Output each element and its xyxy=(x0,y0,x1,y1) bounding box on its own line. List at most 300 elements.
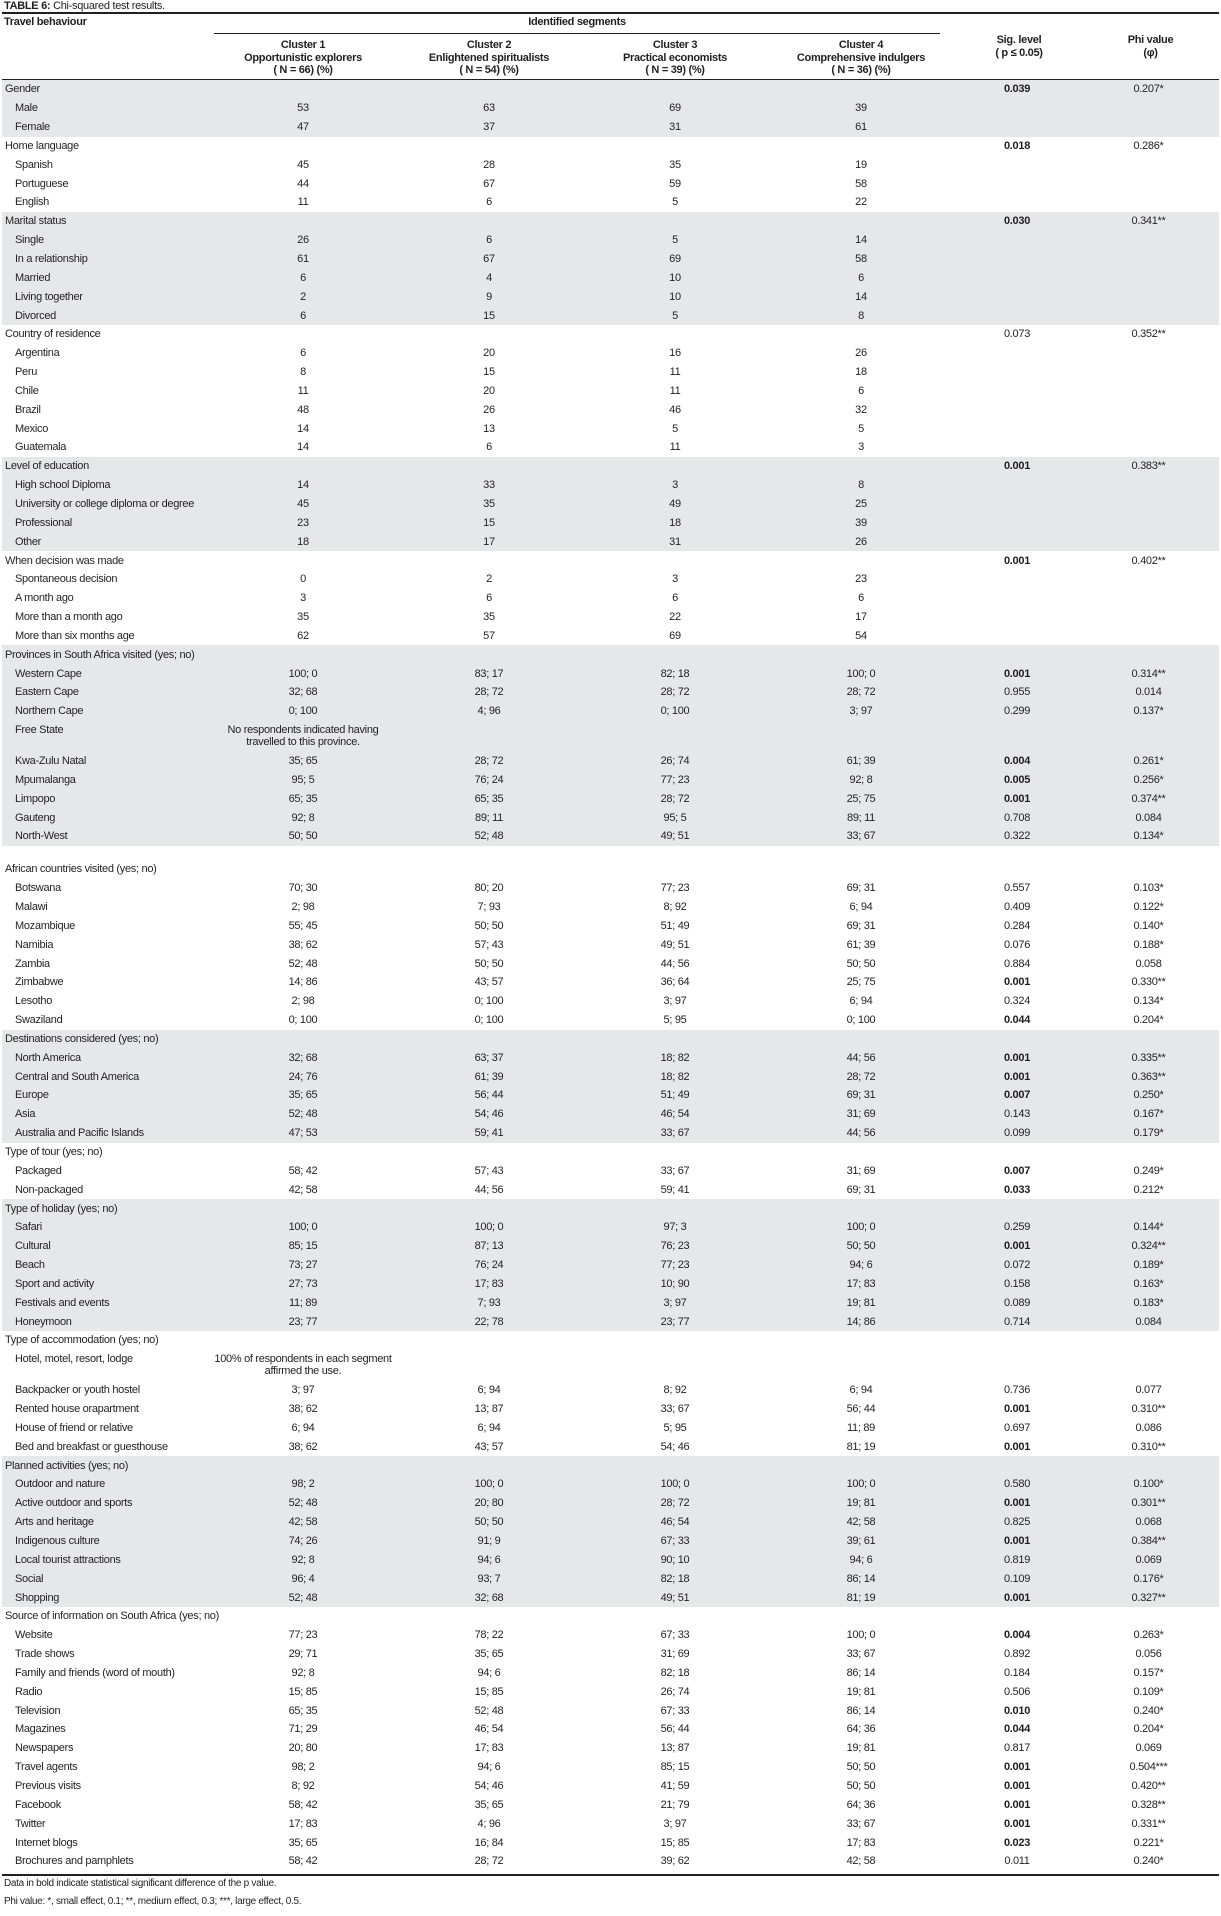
cluster-1-value: 71; 29 xyxy=(288,1723,318,1736)
sig-level: 0.001 xyxy=(1003,1779,1031,1792)
phi-value: 0.327** xyxy=(1131,1591,1166,1604)
group-header-row xyxy=(2,80,1219,99)
cluster-2-value: 28; 72 xyxy=(474,686,504,699)
cluster-3-value: 3; 97 xyxy=(663,1296,687,1309)
table-row xyxy=(2,771,1219,790)
phi-value: 0.250* xyxy=(1133,1089,1164,1102)
cluster-4-value: 0; 100 xyxy=(846,1014,876,1027)
cluster-2-value: 33 xyxy=(483,479,495,492)
cluster-3-value: 69 xyxy=(669,102,681,115)
table-row xyxy=(2,1400,1219,1419)
group-label: Home language xyxy=(5,139,79,152)
cluster-2-value: 76; 24 xyxy=(474,1259,504,1272)
cluster-4-value: 25; 75 xyxy=(846,976,876,989)
cluster-2-value: 15 xyxy=(483,309,495,322)
cluster-4-value: 50; 50 xyxy=(846,1240,876,1253)
table-row xyxy=(2,1645,1219,1664)
cluster-2-value: 94; 6 xyxy=(477,1666,501,1679)
cluster-4-value: 6; 94 xyxy=(849,1384,873,1397)
cluster-4-value: 22 xyxy=(855,196,867,209)
cluster-4-value: 8 xyxy=(858,479,864,492)
cluster-4-value: 26 xyxy=(855,535,867,548)
cluster-2-value: 61; 39 xyxy=(474,1070,504,1083)
phi-value: 0.122* xyxy=(1133,901,1164,914)
cluster-2-value: 100; 0 xyxy=(474,1221,504,1234)
cluster-2-value: 50; 50 xyxy=(474,1516,504,1529)
cluster-2-value: 6; 94 xyxy=(477,1384,501,1397)
cluster-1-value: 15; 85 xyxy=(288,1685,318,1698)
cluster-3-value: 31 xyxy=(669,121,681,134)
row-label: Northern Cape xyxy=(15,705,84,718)
sig-level: 0.409 xyxy=(1003,901,1031,914)
cluster-desc: Practical economists xyxy=(622,51,728,64)
cluster-2-value: 52; 48 xyxy=(474,1704,504,1717)
phi-value: 0.014 xyxy=(1135,686,1162,699)
cluster-3-value: 51; 49 xyxy=(660,1089,690,1102)
cluster-2-value: 6 xyxy=(486,592,492,605)
cluster-3-value: 31 xyxy=(669,535,681,548)
row-label: Arts and heritage xyxy=(15,1516,94,1529)
cluster-4-value: 69; 31 xyxy=(846,1183,876,1196)
cluster-3-value: 3 xyxy=(672,573,678,586)
cluster-1-value: 77; 23 xyxy=(288,1629,318,1642)
table-row xyxy=(2,1777,1219,1796)
cluster-3-value: 77; 23 xyxy=(660,773,690,786)
cluster-2-value: 9 xyxy=(486,290,492,303)
sig-level: 0.892 xyxy=(1003,1648,1031,1661)
table-row xyxy=(2,973,1219,992)
sig-level: 0.007 xyxy=(1003,1089,1031,1102)
phi-value: 0.103* xyxy=(1133,882,1164,895)
cluster-1-value: 53 xyxy=(297,102,309,115)
cluster-3-value: 36; 64 xyxy=(660,976,690,989)
cluster-1-value: 6 xyxy=(300,309,306,322)
cluster-1-value: 55; 45 xyxy=(288,919,318,932)
row-label: Honeymoon xyxy=(15,1315,72,1328)
cluster-1-value: 11; 89 xyxy=(289,1296,317,1309)
group-label: Gender xyxy=(5,83,40,96)
row-label: Shopping xyxy=(15,1591,60,1604)
cluster-3-value: 49; 51 xyxy=(660,1591,690,1604)
cluster-4-value: 69; 31 xyxy=(846,882,876,895)
cluster-1-value: 8; 92 xyxy=(291,1779,315,1792)
cluster-1-value: 58; 42 xyxy=(288,1798,318,1811)
row-label: Central and South America xyxy=(15,1070,139,1083)
phi-value: 0.374** xyxy=(1131,792,1166,805)
table-row xyxy=(2,1067,1219,1086)
group-header-row xyxy=(2,1030,1219,1049)
phi-value: 0.163* xyxy=(1133,1277,1164,1290)
row-label: Guatemala xyxy=(15,441,67,454)
cluster-3-value: 95; 5 xyxy=(663,811,687,824)
cluster-2-value: 35 xyxy=(483,497,495,510)
phi-label: Phi value xyxy=(1127,34,1174,46)
cluster-2-value: 54; 46 xyxy=(474,1108,504,1121)
sig-level: 0.736 xyxy=(1003,1384,1031,1397)
row-label: Peru xyxy=(15,366,38,379)
cluster-2-value: 17; 83 xyxy=(474,1277,504,1290)
table-row xyxy=(2,954,1219,973)
row-label: In a relationship xyxy=(15,253,88,266)
cluster-3-value: 11 xyxy=(669,366,681,379)
sig-level: 0.819 xyxy=(1003,1553,1031,1566)
cluster-2-value: 94; 6 xyxy=(477,1761,501,1774)
cluster-1-value: 35; 65 xyxy=(288,1836,318,1849)
phi-value: 0.240* xyxy=(1133,1704,1164,1717)
cluster-4-value: 92; 8 xyxy=(849,773,873,786)
sig-level: 0.001 xyxy=(1003,554,1031,567)
cluster-3-value: 35 xyxy=(669,158,681,171)
cluster-2-value: 44; 56 xyxy=(474,1183,504,1196)
cluster-2-value: 13 xyxy=(483,422,495,435)
sig-level: 0.708 xyxy=(1003,811,1031,824)
row-label: Travel agents xyxy=(15,1761,78,1774)
cluster-1-value: 2; 98 xyxy=(291,995,315,1008)
sig-level: 0.033 xyxy=(1003,1183,1031,1196)
row-note: No respondents indicated having travelled to this province. xyxy=(227,723,379,748)
table-row xyxy=(2,827,1219,846)
cluster-1-value: 50; 50 xyxy=(288,830,318,843)
cluster-2-value: 20 xyxy=(483,347,495,360)
table-row xyxy=(2,1513,1219,1532)
cluster-2-value: 65; 35 xyxy=(474,792,504,805)
group-header-row xyxy=(2,645,1219,664)
cluster-1-value: 6; 94 xyxy=(291,1421,315,1434)
sig-level: 0.099 xyxy=(1003,1127,1031,1140)
cluster-2-value: 67 xyxy=(483,177,495,190)
phi-value: 0.212* xyxy=(1133,1183,1164,1196)
cluster-2-value: 59; 41 xyxy=(474,1127,504,1140)
cluster-2-value: 52; 48 xyxy=(474,830,504,843)
cluster-4-value: 86; 14 xyxy=(846,1704,876,1717)
row-label: Portuguese xyxy=(15,177,69,190)
cluster-2-value: 57 xyxy=(483,629,495,642)
table-row xyxy=(2,1237,1219,1256)
cluster-3-value: 67; 33 xyxy=(660,1704,690,1717)
cluster-3-value: 100; 0 xyxy=(660,1478,690,1491)
cluster-desc: Opportunistic explorers xyxy=(244,51,362,64)
cluster-3-value: 46; 54 xyxy=(660,1516,690,1529)
phi-value: 0.069 xyxy=(1135,1742,1162,1755)
cluster-1-value: 47; 53 xyxy=(288,1127,318,1140)
cluster-1-value: 32; 68 xyxy=(288,686,318,699)
cluster-4-value: 81; 19 xyxy=(846,1591,876,1604)
cluster-1-value: 3; 97 xyxy=(291,1384,315,1397)
phi-value: 0.056 xyxy=(1135,1648,1162,1661)
cluster-2-value: 6 xyxy=(486,441,492,454)
row-label: Limpopo xyxy=(15,792,56,805)
table-row xyxy=(2,1475,1219,1494)
sig-level: 0.001 xyxy=(1003,1817,1031,1830)
cluster-4-value: 17; 83 xyxy=(846,1277,876,1290)
cluster-2-value: 63 xyxy=(483,102,495,115)
cluster-2-value: 4; 96 xyxy=(477,705,501,718)
cluster-4-value: 54 xyxy=(855,629,867,642)
cluster-4-value: 32 xyxy=(855,403,867,416)
segments-rule xyxy=(214,33,940,34)
cluster-1-value: 38; 62 xyxy=(288,1403,318,1416)
cluster-2-value: 94; 6 xyxy=(477,1553,501,1566)
table-row xyxy=(2,1161,1219,1180)
cluster-1-value: 20; 80 xyxy=(288,1742,318,1755)
sig-level: 0.076 xyxy=(1003,938,1031,951)
phi-value: 0.420** xyxy=(1131,1779,1166,1792)
table-row xyxy=(2,1532,1219,1551)
cluster-1-value: 52; 48 xyxy=(288,1108,318,1121)
group-header-row xyxy=(2,1456,1219,1475)
phi-value: 0.383** xyxy=(1131,460,1166,473)
row-label: Rented house orapartment xyxy=(15,1403,139,1416)
cluster-4-value: 18 xyxy=(855,366,867,379)
cluster-1-value: 100; 0 xyxy=(288,1221,318,1234)
row-label: Backpacker or youth hostel xyxy=(15,1384,140,1397)
table-row xyxy=(2,1381,1219,1400)
group-label: Marital status xyxy=(5,215,67,228)
row-label: Female xyxy=(15,121,50,134)
table-row xyxy=(2,532,1219,551)
group-header-row xyxy=(2,1607,1219,1626)
cluster-1-value: 18 xyxy=(297,535,309,548)
sig-level: 0.955 xyxy=(1003,686,1031,699)
cluster-1-value: 2; 98 xyxy=(291,901,315,914)
cluster-1-value: 47 xyxy=(297,121,309,134)
cluster-3-value: 33; 67 xyxy=(660,1164,690,1177)
cluster-4-value: 33; 67 xyxy=(846,1817,876,1830)
sig-level: 0.506 xyxy=(1003,1685,1031,1698)
table-row xyxy=(2,1274,1219,1293)
cluster-2-value: 6 xyxy=(486,196,492,209)
phi-value: 0.086 xyxy=(1135,1421,1162,1434)
sig-level: 0.322 xyxy=(1003,830,1031,843)
cluster-3-value: 56; 44 xyxy=(660,1723,690,1736)
cluster-1-value: 24; 76 xyxy=(288,1070,318,1083)
cluster-2-value: 43; 57 xyxy=(474,1440,504,1453)
cluster-3-value: 18 xyxy=(669,516,681,529)
row-label: A month ago xyxy=(15,592,74,605)
table-row xyxy=(2,1124,1219,1143)
phi-value: 0.183* xyxy=(1133,1296,1164,1309)
cluster-4-value: 44; 56 xyxy=(846,1051,876,1064)
sig-level: 0.825 xyxy=(1003,1516,1031,1529)
cluster-2-value: 50; 50 xyxy=(474,957,504,970)
cluster-3-value: 49 xyxy=(669,497,681,510)
cluster-2-value: 43; 57 xyxy=(474,976,504,989)
sig-level: 0.072 xyxy=(1003,1259,1031,1272)
group-label: Type of tour (yes; no) xyxy=(5,1145,103,1158)
table-row xyxy=(2,250,1219,269)
cluster-3-value: 49; 51 xyxy=(660,938,690,951)
cluster-2-value: 35; 65 xyxy=(474,1798,504,1811)
cluster-2-value: 26 xyxy=(483,403,495,416)
sig-level: 0.001 xyxy=(1003,976,1031,989)
cluster-3-value: 28; 72 xyxy=(660,686,690,699)
cluster-2-value: 28; 72 xyxy=(474,755,504,768)
cluster-1-value: 98; 2 xyxy=(291,1478,315,1491)
sig-level: 0.001 xyxy=(1003,1798,1031,1811)
cluster-4-value: 39 xyxy=(855,102,867,115)
cluster-2-value: 91; 9 xyxy=(477,1535,501,1548)
cluster-4-value: 33; 67 xyxy=(846,830,876,843)
cluster-4-value: 86; 14 xyxy=(846,1572,876,1585)
cluster-1-value: 38; 62 xyxy=(288,1440,318,1453)
row-label: Mexico xyxy=(15,422,49,435)
table-row xyxy=(2,363,1219,382)
footnote-phi: Phi value: *, small effect, 0.1; **, medium effect, 0.3; ***, large effect, 0.5. xyxy=(4,1896,302,1907)
cluster-1-value: 42; 58 xyxy=(288,1516,318,1529)
cluster-3-value: 10 xyxy=(669,290,681,303)
cluster-1-value: 6 xyxy=(300,271,306,284)
cluster-1-value: 45 xyxy=(297,158,309,171)
phi-value: 0.352** xyxy=(1131,328,1166,341)
sig-level: 0.109 xyxy=(1003,1572,1031,1585)
sig-level: 0.004 xyxy=(1003,1629,1031,1642)
phi-value: 0.324** xyxy=(1131,1240,1166,1253)
table-number: TABLE 6: xyxy=(4,0,51,12)
cluster-4-value: 5 xyxy=(858,422,864,435)
cluster-3-value: 11 xyxy=(669,384,681,397)
cluster-3-value: 10; 90 xyxy=(660,1277,690,1290)
cluster-3-value: 23; 77 xyxy=(660,1315,690,1328)
table-row xyxy=(2,513,1219,532)
row-label: Trade shows xyxy=(15,1648,75,1661)
cluster-2-value: 56; 44 xyxy=(474,1089,504,1102)
cluster-4-value: 25 xyxy=(855,497,867,510)
phi-value: 0.058 xyxy=(1135,957,1162,970)
cluster-4-value: 61 xyxy=(855,121,867,134)
phi-value: 0.140* xyxy=(1133,919,1164,932)
group-header-row xyxy=(2,325,1219,344)
group-label: Country of residence xyxy=(5,328,101,341)
sig-sub: ( p ≤ 0.05) xyxy=(995,46,1043,59)
cluster-2-value: 15 xyxy=(483,516,495,529)
cluster-1-value: 58; 42 xyxy=(288,1855,318,1868)
row-label: Botswana xyxy=(15,882,61,895)
cluster-2-value: 78; 22 xyxy=(474,1629,504,1642)
table-body xyxy=(2,80,1219,1871)
row-label: Twitter xyxy=(15,1817,46,1830)
cluster-1-value: 23; 77 xyxy=(288,1315,318,1328)
table-row xyxy=(2,935,1219,954)
table-row xyxy=(2,476,1219,495)
cluster-4-value: 6; 94 xyxy=(849,995,873,1008)
phi-value: 0.144* xyxy=(1133,1221,1164,1234)
cluster-2-value: 2 xyxy=(486,573,492,586)
cluster-1-value: 17; 83 xyxy=(288,1817,318,1830)
sig-level: 0.001 xyxy=(1003,1051,1031,1064)
cluster-3-value: 5 xyxy=(672,422,678,435)
phi-value: 0.077 xyxy=(1135,1384,1162,1397)
cluster-3-value: 11 xyxy=(669,441,681,454)
row-label: Safari xyxy=(15,1221,42,1234)
cluster-3-value: 51; 49 xyxy=(660,919,690,932)
group-label: African countries visited (yes; no) xyxy=(5,863,157,876)
cluster-2-value: 7; 93 xyxy=(477,1296,501,1309)
phi-value: 0.176* xyxy=(1133,1572,1164,1585)
cluster-1-value: 23 xyxy=(297,516,309,529)
cluster-4-value: 61; 39 xyxy=(846,938,876,951)
cluster-4-value: 17 xyxy=(855,611,867,624)
cluster-3-value: 77; 23 xyxy=(660,882,690,895)
row-label: Previous visits xyxy=(15,1779,81,1792)
cluster-1-value: 70; 30 xyxy=(288,882,318,895)
cluster-1-value: 42; 58 xyxy=(288,1183,318,1196)
table-row xyxy=(2,419,1219,438)
header-cluster-4 xyxy=(768,39,954,77)
cluster-3-value: 16 xyxy=(669,347,681,360)
cluster-4-value: 50; 50 xyxy=(846,957,876,970)
table-row xyxy=(2,1795,1219,1814)
sig-level: 0.697 xyxy=(1003,1421,1031,1434)
cluster-3-value: 0; 100 xyxy=(660,705,690,718)
row-label: More than a month ago xyxy=(15,611,123,624)
cluster-1-value: 48 xyxy=(297,403,309,416)
cluster-2-value: 22; 78 xyxy=(474,1315,504,1328)
cluster-1-value: 35; 65 xyxy=(288,1089,318,1102)
row-label: Mozambique xyxy=(15,919,75,932)
phi-value: 0.134* xyxy=(1133,995,1164,1008)
group-label: When decision was made xyxy=(5,554,124,567)
cluster-1-value: 58; 42 xyxy=(288,1164,318,1177)
cluster-3-value: 26; 74 xyxy=(660,755,690,768)
phi-value: 0.100* xyxy=(1133,1478,1164,1491)
cluster-1-value: 2 xyxy=(300,290,306,303)
cluster-1-value: 61 xyxy=(297,253,309,266)
table-row xyxy=(2,231,1219,250)
row-label: Social xyxy=(15,1572,44,1585)
spacer-row xyxy=(2,846,1219,860)
phi-value: 0.384** xyxy=(1131,1535,1166,1548)
phi-value: 0.301** xyxy=(1131,1497,1166,1510)
cluster-2-value: 4 xyxy=(486,271,492,284)
sig-level: 0.001 xyxy=(1003,1440,1031,1453)
row-label: Hotel, motel, resort, lodge xyxy=(15,1352,133,1365)
cluster-1-value: 100; 0 xyxy=(288,667,318,680)
table-row xyxy=(2,1739,1219,1758)
cluster-4-value: 58 xyxy=(855,177,867,190)
table-row xyxy=(2,879,1219,898)
cluster-3-value: 82; 18 xyxy=(660,1666,690,1679)
sig-level: 0.039 xyxy=(1003,83,1031,96)
table-row xyxy=(2,1720,1219,1739)
cluster-2-value: 46; 54 xyxy=(474,1723,504,1736)
sig-level: 0.557 xyxy=(1003,882,1031,895)
phi-value: 0.068 xyxy=(1135,1516,1162,1529)
sig-label: Sig. level xyxy=(996,34,1042,46)
cluster-4-value: 100; 0 xyxy=(846,667,876,680)
phi-value: 0.157* xyxy=(1133,1666,1164,1679)
phi-value: 0.204* xyxy=(1133,1723,1164,1736)
group-header-row xyxy=(2,457,1219,476)
phi-value: 0.310** xyxy=(1131,1440,1166,1453)
top-rule xyxy=(2,12,1219,14)
cluster-4-value: 31; 69 xyxy=(846,1164,876,1177)
cluster-1-value: 11 xyxy=(297,384,309,397)
table-row xyxy=(2,99,1219,118)
cluster-4-value: 28; 72 xyxy=(846,686,876,699)
cluster-1-value: 35; 65 xyxy=(288,755,318,768)
cluster-3-value: 77; 23 xyxy=(660,1259,690,1272)
table-row xyxy=(2,400,1219,419)
header-phi-value xyxy=(1082,34,1219,59)
row-label: Facebook xyxy=(15,1798,61,1811)
table-row xyxy=(2,752,1219,771)
row-label: Australia and Pacific Islands xyxy=(15,1127,144,1140)
row-label: Brazil xyxy=(15,403,41,416)
sig-level: 0.259 xyxy=(1003,1221,1031,1234)
cluster-3-value: 76; 23 xyxy=(660,1240,690,1253)
cluster-4-value: 100; 0 xyxy=(846,1478,876,1491)
sig-level: 0.001 xyxy=(1003,792,1031,805)
